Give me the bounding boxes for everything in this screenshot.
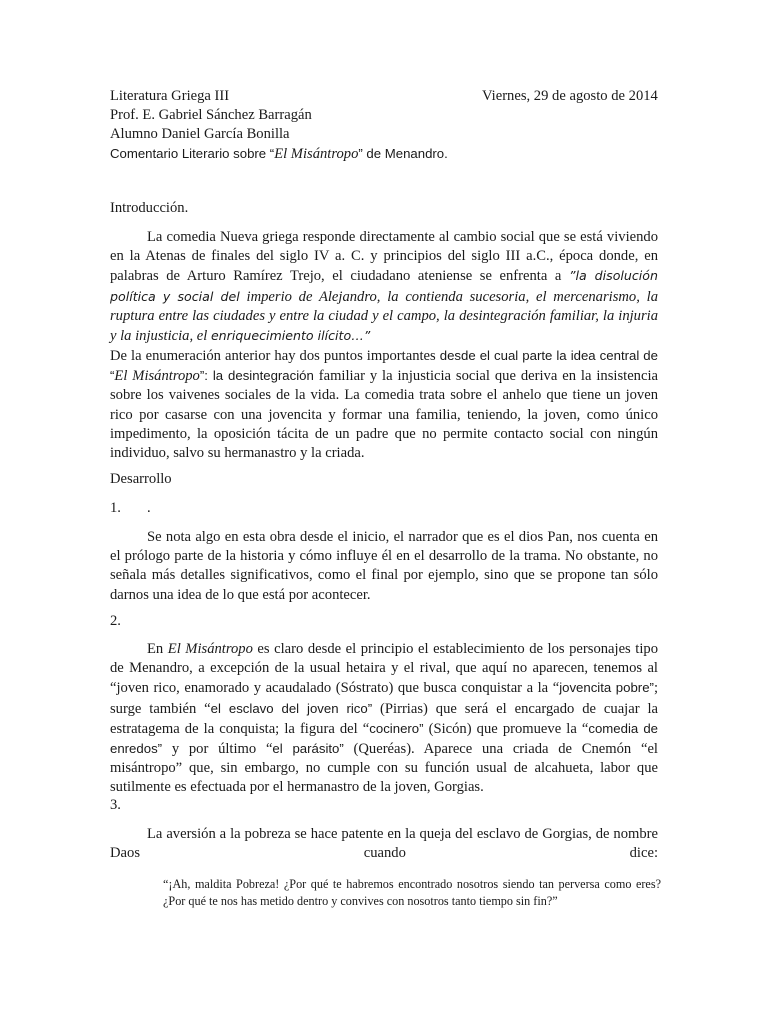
section-2-paragraph bbox=[110, 640, 658, 798]
title-suffix: ” de Menandro. bbox=[358, 146, 448, 161]
s2-e: y por último “ bbox=[162, 741, 273, 758]
section-3-paragraph: La aversión a la pobreza se hace patente en la queja del esclavo de Gorgias, de nombre Daos cuando dice: bbox=[110, 826, 658, 862]
document-date: Viernes, 29 de agosto de 2014 bbox=[482, 88, 658, 104]
s2-sans-5: el parásito” bbox=[272, 741, 344, 757]
s2-pre: En bbox=[147, 641, 168, 657]
intro-p1-quote-a: ”la disolución política y social del bbox=[110, 268, 658, 304]
section-1-paragraph: Se nota algo en esta obra desde el inicio, el narrador que es el dios Pan, nos cuenta en el prólogo parte de la historia y cómo influye él en el desarrollo de la trama. No obstante, no señala más detalles significativos, como el final por ejemplo, sino que se propone tan sólo darnos una idea de lo que está por acontecer. bbox=[110, 529, 658, 603]
intro-heading: Introducción. bbox=[110, 200, 189, 216]
intro-p2-sans-2: ”: la desintegración bbox=[199, 368, 314, 384]
section-1-number: 1. bbox=[110, 500, 121, 516]
document-title bbox=[110, 144, 660, 164]
section-1-dot: . bbox=[147, 500, 151, 516]
s2-sans-2: el esclavo del joven rico” bbox=[210, 700, 373, 716]
section-2-number: 2. bbox=[110, 613, 121, 629]
intro-paragraph-1 bbox=[110, 228, 658, 346]
s2-b: ; surge también “ bbox=[110, 680, 658, 717]
s2-sans-3: cocinero” bbox=[369, 720, 424, 736]
intro-p1-quote-c: enriquecimiento ilícito…” bbox=[210, 328, 371, 344]
course-name: Literatura Griega III bbox=[110, 88, 230, 104]
intro-p1-text: La comedia Nueva griega responde directamente al cambio social que se está viviendo en la Atenas de finales del siglo IV a. C. y principios del siglo III a.C., época donde, en palabras de Arturo Ramírez Trejo, el ciudadano ateniense se enfrenta a bbox=[110, 229, 658, 285]
intro-p1-quote-b: imperio de Alejandro, la contienda sucesoria, el mercenarismo, la ruptura entre las ciudades y entre la ciudad y el campo, la desintegración familiar, la injuria y la injusticia, el bbox=[110, 288, 658, 345]
intro-p2-post: familiar y la injusticia social que deriva en la insistencia sobre los vaivenes sociales de la vida. La comedia trata sobre el anhelo que tiene un joven rico por casarse con una jovencita y formar una familia, teniendo, la joven, como único impedimento, la oposición tácita de un padre que no permite contacto social con ningún individuo, salvo su hermanastro y la criada. bbox=[110, 368, 658, 462]
intro-p2-sans-1: desde el cual parte la idea central de “ bbox=[110, 348, 658, 384]
professor-name: Prof. E. Gabriel Sánchez Barragán bbox=[110, 107, 312, 123]
student-name: Alumno Daniel García Bonilla bbox=[110, 126, 290, 142]
intro-p2-pre: De la enumeración anterior hay dos puntos importantes bbox=[110, 348, 440, 364]
s2-work: El Misántropo bbox=[167, 641, 253, 657]
s2-f: (Queréas). Aparece una criada de Cnemón “el misántropo” que, sin embargo, no cumple con su función usual de alcahueta, labor que sutilmente es efectuada por el hermanastro de la joven, Gorgias. bbox=[110, 741, 658, 796]
s2-sans-1: jovencita pobre” bbox=[559, 680, 654, 696]
title-prefix: Comentario Literario sobre “ bbox=[110, 146, 275, 161]
desarrollo-heading: Desarrollo bbox=[110, 471, 172, 487]
s2-c: (Pirrias) que será el encargado de cuajar la estratagema de la conquista; la figura del “ bbox=[110, 700, 659, 737]
daos-quote bbox=[163, 876, 661, 910]
section-3-number: 3. bbox=[110, 797, 121, 813]
s2-sans-4: comedia de enredos” bbox=[110, 720, 658, 757]
intro-paragraph-2 bbox=[110, 346, 658, 463]
s2-d: (Sicón) que promueve la “ bbox=[423, 720, 589, 737]
s2-a: es claro desde el principio el establecimiento de los personajes tipo de Menandro, a excepción de la usual hetaira y el rival, que aquí no aparecen, tenemos al “joven rico, enamorado y acaudalado (Sóstrato) que busca conquistar a la “ bbox=[110, 641, 658, 697]
title-work: El Misántropo bbox=[274, 146, 359, 162]
quote-text: “¡Ah, maldita Pobreza! ¿Por qué te habremos encontrado nosotros siendo tan perversa como eres? ¿Por qué te nos has metido dentro y convives con nosotros tanto tiempo sin fin?” bbox=[163, 877, 661, 908]
intro-p2-work: El Misántropo bbox=[114, 368, 200, 385]
